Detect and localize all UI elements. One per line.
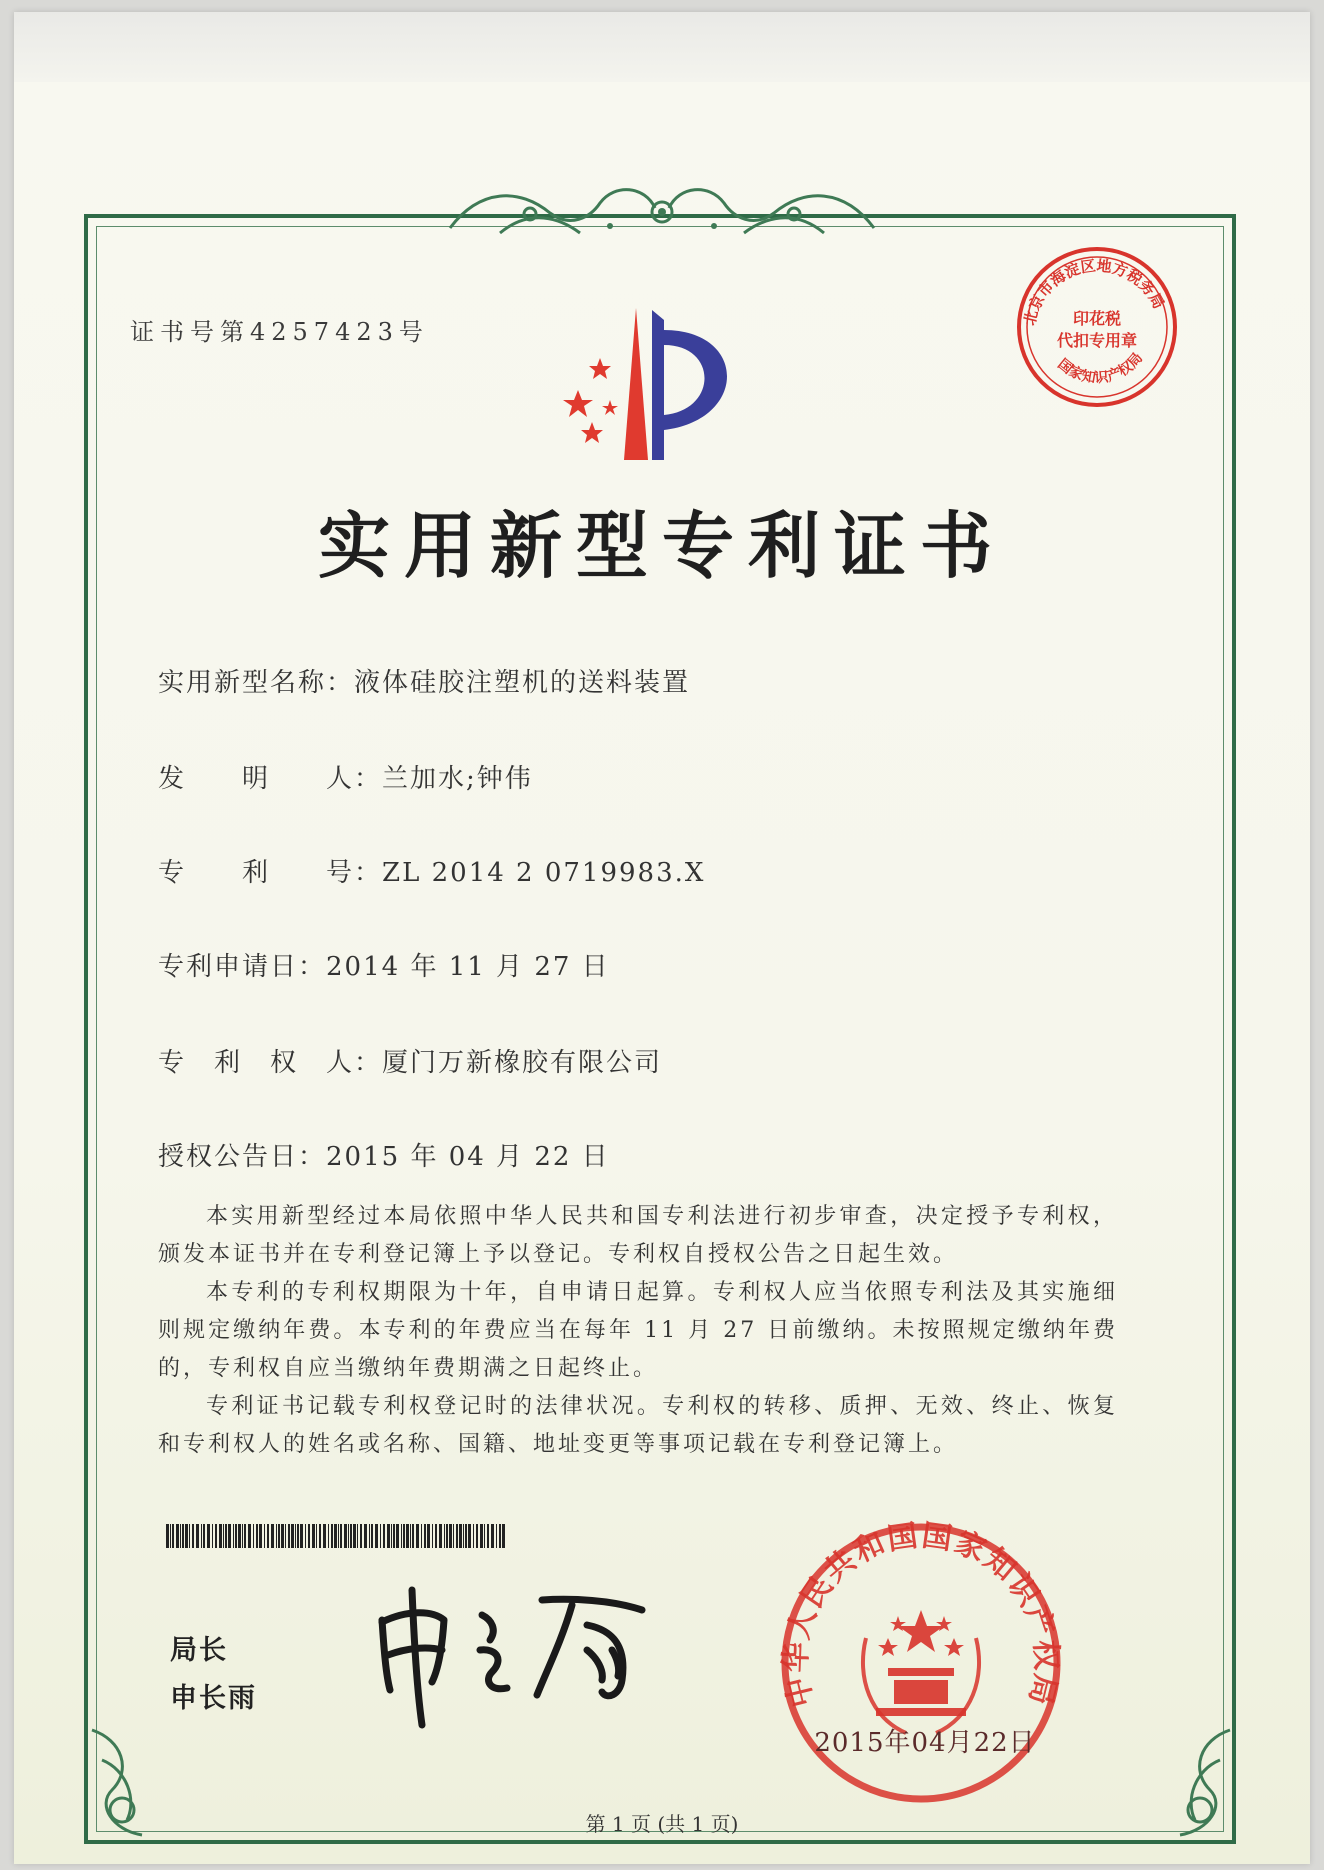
paragraph-examination: 本实用新型经过本局依照中华人民共和国专利法进行初步审查，决定授予专利权，颁发本证书并在专利登记簿上予以登记。专利权自授权公告之日起生效。 [158,1204,1118,1267]
paragraph-legal-status: 专利证书记载专利权登记时的法律状况。专利权的转移、质押、无效、终止、恢复和专利权人的姓名或名称、国籍、地址变更等事项记载在专利登记簿上。 [158,1394,1118,1457]
certificate-number: 证书号第4257423号 [130,318,429,346]
signatory-role: 局长 [170,1635,228,1666]
field-patentee: 专 利 权 人：厦门万新橡胶有限公司 [158,1048,663,1078]
page-number: 第 1 页 (共 1 页) [585,1812,739,1836]
small-seal-bottom-text: 国家知识产权局 [1054,350,1147,387]
small-seal-inner-text-2: 代扣专用章 [1056,331,1138,350]
national-ip-office-seal-icon [776,1518,1066,1808]
barcode-icon [166,1524,506,1548]
handwritten-signature-icon [372,1580,662,1730]
field-patent-number: 专 利 号：ZL 2014 2 0719983.X [158,858,706,888]
small-seal-inner-text-1: 印花税 [1072,309,1122,328]
small-seal-outer-text: 北京市海淀区地方税务局 [1020,256,1168,328]
top-ornament-icon [440,178,884,248]
field-application-date: 专利申请日：2014 年 11 月 27 日 [158,952,610,982]
field-inventor: 发 明 人：兰加水;钟伟 [158,764,533,794]
patent-office-logo-icon [548,300,748,470]
scan-top-band [14,12,1310,82]
field-utility-model-name: 实用新型名称：液体硅胶注塑机的送料装置 [158,668,691,698]
tax-stamp-seal-icon [1014,244,1180,410]
paragraph-term: 本专利的专利权期限为十年，自申请日起算。专利权人应当依照专利法及其实施细则规定缴纳年费。本专利的年费应当在每年 11 月 27 日前缴纳。未按照规定缴纳年费的，专利权自应当缴纳年费期满之日起终止。 [158,1280,1118,1381]
document-title: 实用新型专利证书 [317,503,1006,588]
seal-date: 2015年04月22日 [814,1728,1036,1758]
signatory-name: 申长雨 [170,1683,257,1714]
field-grant-date: 授权公告日：2015 年 04 月 22 日 [158,1142,610,1172]
big-seal-text: 中华人民共和国国家知识产权局 [778,1518,1064,1711]
svg-text:国家知识产权局 [1054,350,1146,386]
